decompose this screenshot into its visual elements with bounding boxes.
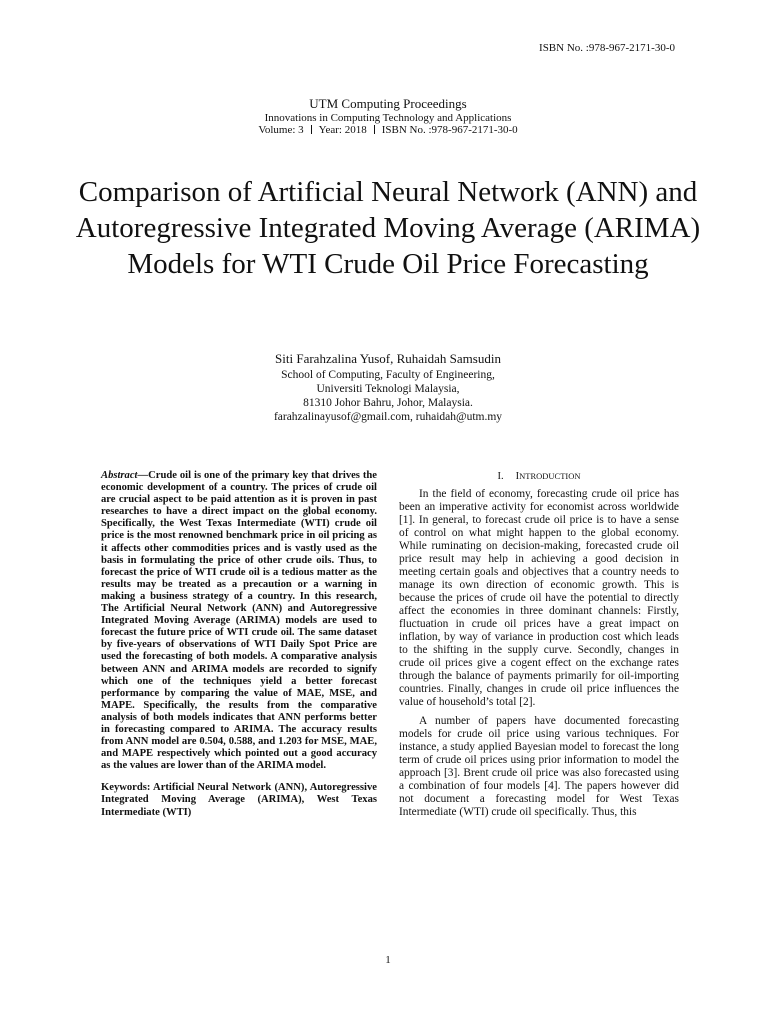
header-isbn: ISBN No. :978-967-2171-30-0 bbox=[539, 42, 675, 54]
section-title bbox=[516, 471, 581, 482]
page-number: 1 bbox=[385, 954, 391, 966]
left-column bbox=[101, 470, 377, 819]
separator bbox=[311, 125, 312, 134]
paper-title: Comparison of Artificial Neural Network (ANN) and Autoregressive Integrated Moving Average (ARIMA) Models for WTI Crude Oil Price Forecasting bbox=[75, 176, 701, 280]
keywords: Keywords: Artificial Neural Network (ANN), Autoregressive Integrated Moving Average (ARIMA), West Texas Intermediate (WTI) bbox=[101, 782, 377, 818]
section-title-initial: I bbox=[515, 471, 520, 482]
affiliation-line: 81310 Johor Bahru, Johor, Malaysia. bbox=[303, 397, 473, 409]
proceedings-year: Year: 2018 bbox=[318, 124, 367, 136]
author-emails: farahzalinayusof@gmail.com, ruhaidah@utm.my bbox=[273, 411, 503, 423]
section-heading-introduction bbox=[399, 470, 679, 483]
proceedings-header bbox=[0, 96, 768, 137]
paper-authors: Siti Farahzalina Yusof, Ruhaidah Samsudin bbox=[275, 351, 501, 366]
intro-paragraph: In the field of economy, forecasting crude oil price has been an imperative activity for economist across worldwide [1]. In general, to forecast crude oil price is to have a sense of control on what might happen to the global economy. While ruminating on decision-making, forecasted crude oil price result may help in achieving a good decision in meeting certain goals and objectives that a country needs to manage its own direction of economic growth. This is because the prices of crude oil have the potential to directly affect the economies in three dominant channels: Firstly, fluctuation in crude oil prices have a great impact on inflation, by way of variance in production cost which leads to the shifting in the supply curve. Secondly, changes in crude oil prices give a cogent effect on the exchange rates through the balance of payments primarily for oil-importing countries. Finally, changes in crude oil price influences the value of household’s total [2]. bbox=[399, 488, 679, 708]
abstract bbox=[101, 470, 377, 772]
affiliation-line: School of Computing, Faculty of Engineering, bbox=[281, 369, 495, 381]
affiliation-line: Universiti Teknologi Malaysia, bbox=[316, 383, 460, 395]
separator bbox=[374, 125, 375, 134]
abstract-dash: — bbox=[137, 470, 149, 481]
right-column bbox=[399, 470, 679, 825]
section-title-rest: NTRODUCTION bbox=[519, 471, 581, 481]
abstract-text: Crude oil is one of the primary key that drives the economic development of a country. The prices of crude oil are crucial aspect to be paid attention as it is proven in past researches to have a direct impact on the global economy. Specifically, the West Texas Intermediate (WTI) crude oil price is the most renowned benchmark price in oil pricing as it affects other commodities prices and is vastly used as the basis in formulating the price of other crude oils. Thus, to forecast the price of WTI crude oil is a tedious matter as the results may be treated as a precaution or a warning in making a business strategy of a country. In this research, The Artificial Neural Network (ANN) and Autoregressive Integrated Moving Average (ARIMA) models are used to forecast the future price of WTI crude oil. The same dataset by five-years of observations of WTI Daily Spot Price are used the forecasting of both models. A comparative analysis between ANN and ARIMA models are recorded to signify which one of the techniques yield a better forecast performance by comparing the value of MAE, MSE, and MAPE. Specifically, the results from the comparative analysis of both models indicates that ANN performs better in forecasting compared to ARIMA. The accuracy results from ANN model are 0.504, 0.588, and 1.203 for MSE, MAE, and MAPE respectively which pointed out a good accuracy as the values are lower than of the ARIMA model. bbox=[101, 470, 377, 772]
intro-paragraph: A number of papers have documented forecasting models for crude oil price using various techniques. For instance, a study applied Bayesian model to forecast the long term of crude oil prices using prior information to model the approach [3]. Brent crude oil price was also forecasted using a combination of four models [4]. The papers however did not document a forecasting model for West Texas Intermediate (WTI) crude oil specifically. Thus, this bbox=[399, 715, 679, 818]
proceedings-subtitle: Innovations in Computing Technology and Applications bbox=[264, 112, 512, 124]
author-block bbox=[0, 350, 768, 424]
proceedings-meta bbox=[0, 124, 768, 137]
proceedings-volume: Volume: 3 bbox=[258, 124, 304, 136]
proceedings-isbn: ISBN No. :978-967-2171-30-0 bbox=[381, 124, 518, 136]
abstract-label: Abstract bbox=[101, 470, 138, 481]
proceedings-title: UTM Computing Proceedings bbox=[309, 96, 467, 111]
section-number: I. bbox=[497, 471, 504, 482]
